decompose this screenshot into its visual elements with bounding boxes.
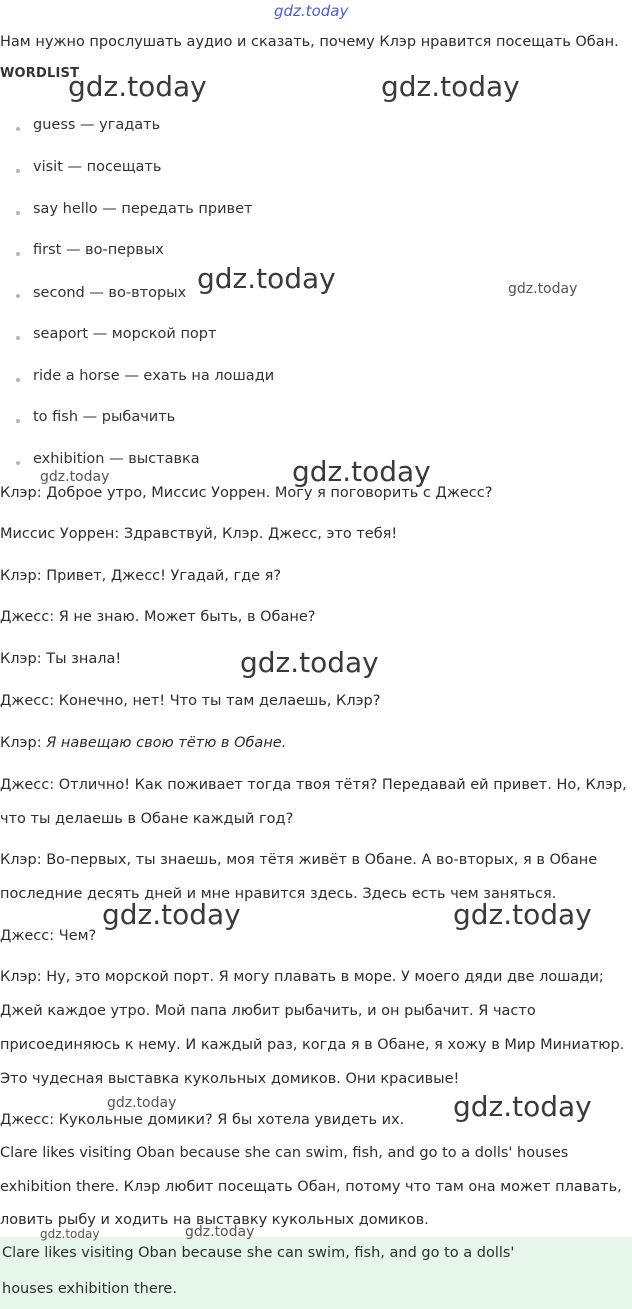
wordlist-title: WORDLIST [0, 66, 80, 81]
dialogue-line: ловить рыбу и ходить на выставку кукольных домиков. [0, 1212, 429, 1228]
list-item: first — во-первых [33, 242, 164, 258]
bullet-icon [16, 419, 20, 423]
dialogue-line: Миссис Уоррен: Здравствуй, Клэр. Джесс, это тебя! [0, 526, 398, 542]
dialogue-line: Джесс: Чем? [0, 928, 97, 944]
bullet-icon [16, 252, 20, 256]
watermark: gdz.today [292, 455, 431, 488]
list-item: visit — посещать [33, 159, 162, 175]
dialogue-line: Джесс: Отлично! Как поживает тогда твоя тётя? Передавай ей привет. Но, Клэр, [0, 777, 627, 793]
list-item: seaport — морской порт [33, 326, 217, 342]
bullet-icon [16, 127, 20, 131]
watermark: gdz.today [381, 70, 520, 103]
bullet-icon [16, 336, 20, 340]
bullet-icon [16, 378, 20, 382]
answer-box [0, 1237, 632, 1309]
watermark: gdz.today [68, 70, 207, 103]
italic-text: Я навещаю свою тётю в Обане. [46, 735, 287, 751]
bullet-icon [16, 294, 20, 298]
watermark: gdz.today [40, 1227, 100, 1241]
bullet-icon [16, 211, 20, 215]
bullet-icon [16, 169, 20, 173]
dialogue-line: Клэр: Во-первых, ты знаешь, моя тётя живёт в Обане. А во-вторых, я в Обане [0, 852, 598, 868]
speaker-label: Клэр: [0, 735, 47, 751]
watermark: gdz.today [107, 1095, 177, 1111]
watermark: gdz.today [185, 1224, 255, 1240]
dialogue-line: Джей каждое утро. Мой папа любит рыбачить, и он рыбачит. Я часто [0, 1003, 536, 1019]
top-watermark: gdz.today [274, 2, 349, 20]
dialogue-line: Клэр: Ты знала! [0, 651, 122, 667]
list-item: say hello — передать привет [33, 201, 253, 217]
watermark: gdz.today [508, 281, 578, 297]
list-item: second — во-вторых [33, 285, 187, 301]
dialogue-line: Джесс: Конечно, нет! Что ты там делаешь, Клэр? [0, 693, 381, 709]
watermark: gdz.today [40, 469, 110, 485]
dialogue-line: Джесс: Кукольные домики? Я бы хотела увидеть их. [0, 1112, 405, 1128]
bullet-icon [16, 461, 20, 465]
dialogue-line: последние десять дней и мне нравится здесь. Здесь есть чем заняться. [0, 886, 557, 902]
watermark: gdz.today [197, 262, 336, 295]
answer-line: houses exhibition there. [2, 1281, 177, 1297]
list-item: exhibition — выставка [33, 451, 200, 467]
dialogue-line: Это чудесная выставка кукольных домиков. Они красивые! [0, 1071, 460, 1087]
dialogue-line: exhibition there. Клэр любит посещать Обан, потому что там она может плавать, [0, 1179, 622, 1195]
list-item: guess — угадать [33, 117, 161, 133]
watermark: gdz.today [102, 898, 241, 931]
watermark: gdz.today [240, 646, 379, 679]
list-item: to fish — рыбачить [33, 409, 176, 425]
watermark: gdz.today [453, 1090, 592, 1123]
list-item: ride a horse — ехать на лошади [33, 368, 275, 384]
dialogue-line: что ты делаешь в Обане каждый год? [0, 811, 294, 827]
dialogue-line: присоединяюсь к нему. И каждый раз, когда я в Обане, я хожу в Мир Миниатюр. [0, 1037, 625, 1053]
dialogue-line: Джесс: Я не знаю. Может быть, в Обане? [0, 609, 316, 625]
dialogue-line: Клэр: Привет, Джесс! Угадай, где я? [0, 568, 282, 584]
dialogue-line: Клэр: Ну, это морской порт. Я могу плавать в море. У моего дяди две лошади; [0, 969, 604, 985]
dialogue-line: Clare likes visiting Oban because she can swim, fish, and go to a dolls' houses [0, 1145, 569, 1161]
dialogue-line [0, 735, 286, 751]
dialogue-line: Клэр: Доброе утро, Миссис Уоррен. Могу я поговорить с Джесс? [0, 485, 493, 501]
answer-line: Clare likes visiting Oban because she can swim, fish, and go to a dolls' [2, 1245, 515, 1261]
intro-text: Нам нужно прослушать аудио и сказать, почему Клэр нравится посещать Обан. [0, 34, 619, 50]
watermark: gdz.today [453, 898, 592, 931]
